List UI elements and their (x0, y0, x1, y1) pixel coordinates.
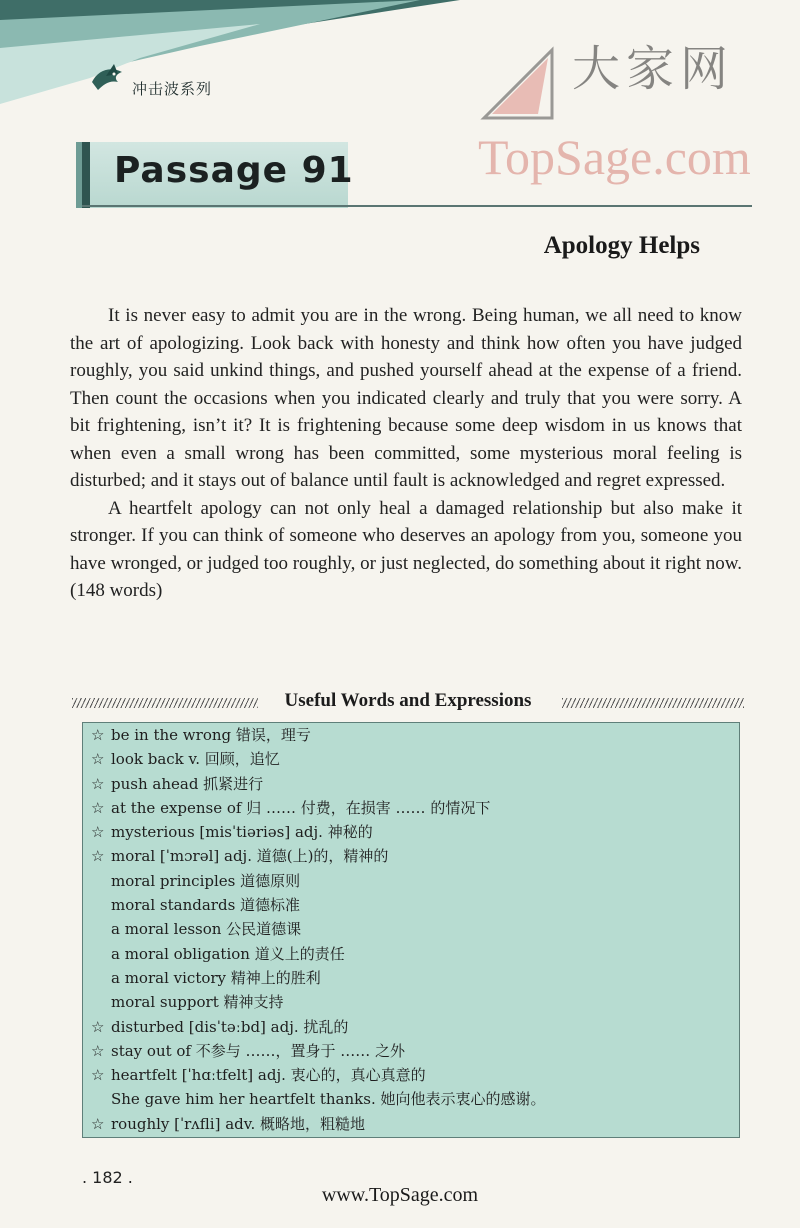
vocab-subitem: a moral victory 精神上的胜利 (111, 968, 321, 987)
star-icon: ☆ (91, 1041, 105, 1060)
article-body (70, 302, 742, 605)
hatch-right (562, 698, 744, 708)
vocab-subitem: moral standards 道德标准 (111, 896, 301, 915)
star-icon: ☆ (91, 1017, 105, 1036)
watermark-en: TopSage.com (478, 129, 751, 185)
vocab-item: ☆ be in the wrong 错误，理亏 (83, 723, 739, 747)
watermark-triangle-icon (478, 44, 558, 124)
useful-words-title: Useful Words and Expressions (284, 690, 532, 711)
vocab-subitem: a moral lesson 公民道德课 (111, 920, 302, 939)
star-icon: ☆ (91, 774, 105, 793)
star-icon: ☆ (91, 798, 105, 817)
star-icon: ☆ (91, 726, 105, 744)
vocab-subitem: moral support 精神支持 (111, 993, 284, 1012)
star-icon: ☆ (91, 847, 105, 866)
vocab-item: ☆ stay out of 不参与 ……，置身于 …… 之外 (83, 1039, 739, 1063)
vocab-item: ☆ disturbed [disˈtəːbd] adj. 扰乱的 (83, 1015, 739, 1039)
star-icon: ☆ (91, 1114, 105, 1133)
vocab-item: ☆ roughly [ˈrʌfli] adv. 概略地，粗糙地 (83, 1112, 739, 1136)
series-name: 冲击波系列 (132, 80, 213, 98)
page-number: . 182 . (82, 1168, 133, 1187)
star-icon: ☆ (91, 1066, 105, 1085)
star-icon: ☆ (91, 823, 105, 842)
paragraph-2: A heartfelt apology can not only heal a damaged relationship but also make it stronger. If you can think of someone who deserves an apology from you, someone you have wronged, or judged too roughly, or just neglected, do something about it right now. (148 words) (70, 497, 742, 601)
vocab-subitem: moral principles 道德原则 (111, 871, 301, 890)
footer-url: www.TopSage.com (321, 1184, 479, 1206)
vocab-item: ☆ heartfelt [ˈhɑːtfelt] adj. 衷心的，真心真意的 (83, 1063, 739, 1087)
article-title: Apology Helps (543, 232, 700, 259)
vocab-item: ☆ moral [ˈmɔrəl] adj. 道德(上)的，精神的 (83, 844, 739, 868)
vocab-item: ☆ mysterious [misˈtiəriəs] adj. 神秘的 (83, 820, 739, 844)
vocab-subitem: She gave him her heartfelt thanks. 她向他表示衷心的感谢。 (111, 1090, 546, 1109)
passage-divider (82, 205, 752, 207)
vocab-subitem: a moral obligation 道义上的责任 (111, 944, 345, 963)
vocab-item: ☆ push ahead 抓紧进行 (83, 772, 739, 796)
watermark-cn: 大家网 (572, 41, 735, 97)
vocabulary-box (82, 722, 740, 1138)
useful-words-header (72, 688, 744, 718)
star-icon: ☆ (91, 750, 105, 769)
vocab-item: ☆ look back v. 回顾，追忆 (83, 747, 739, 771)
passage-label: Passage 91 (114, 150, 354, 191)
vocab-item: ☆ at the expense of 归 …… 付费，在损害 …… 的情况下 (83, 796, 739, 820)
paragraph-1: It is never easy to admit you are in the wrong. Being human, we all need to know the art of apologizing. Look back with honesty and think how often you have judged roughly, you said unkind things, and pushed yourself ahead at the expense of a friend. Then count the occasions when you indicated clearly and truly that you were sorry. A bit frightening, isn’t it? It is frightening because some deep wisdom in us knows that when even a small wrong has been committed, some mysterious moral feeling is disturbed; and it stays out of balance until fault is acknowledged and regret expressed. (70, 305, 742, 491)
